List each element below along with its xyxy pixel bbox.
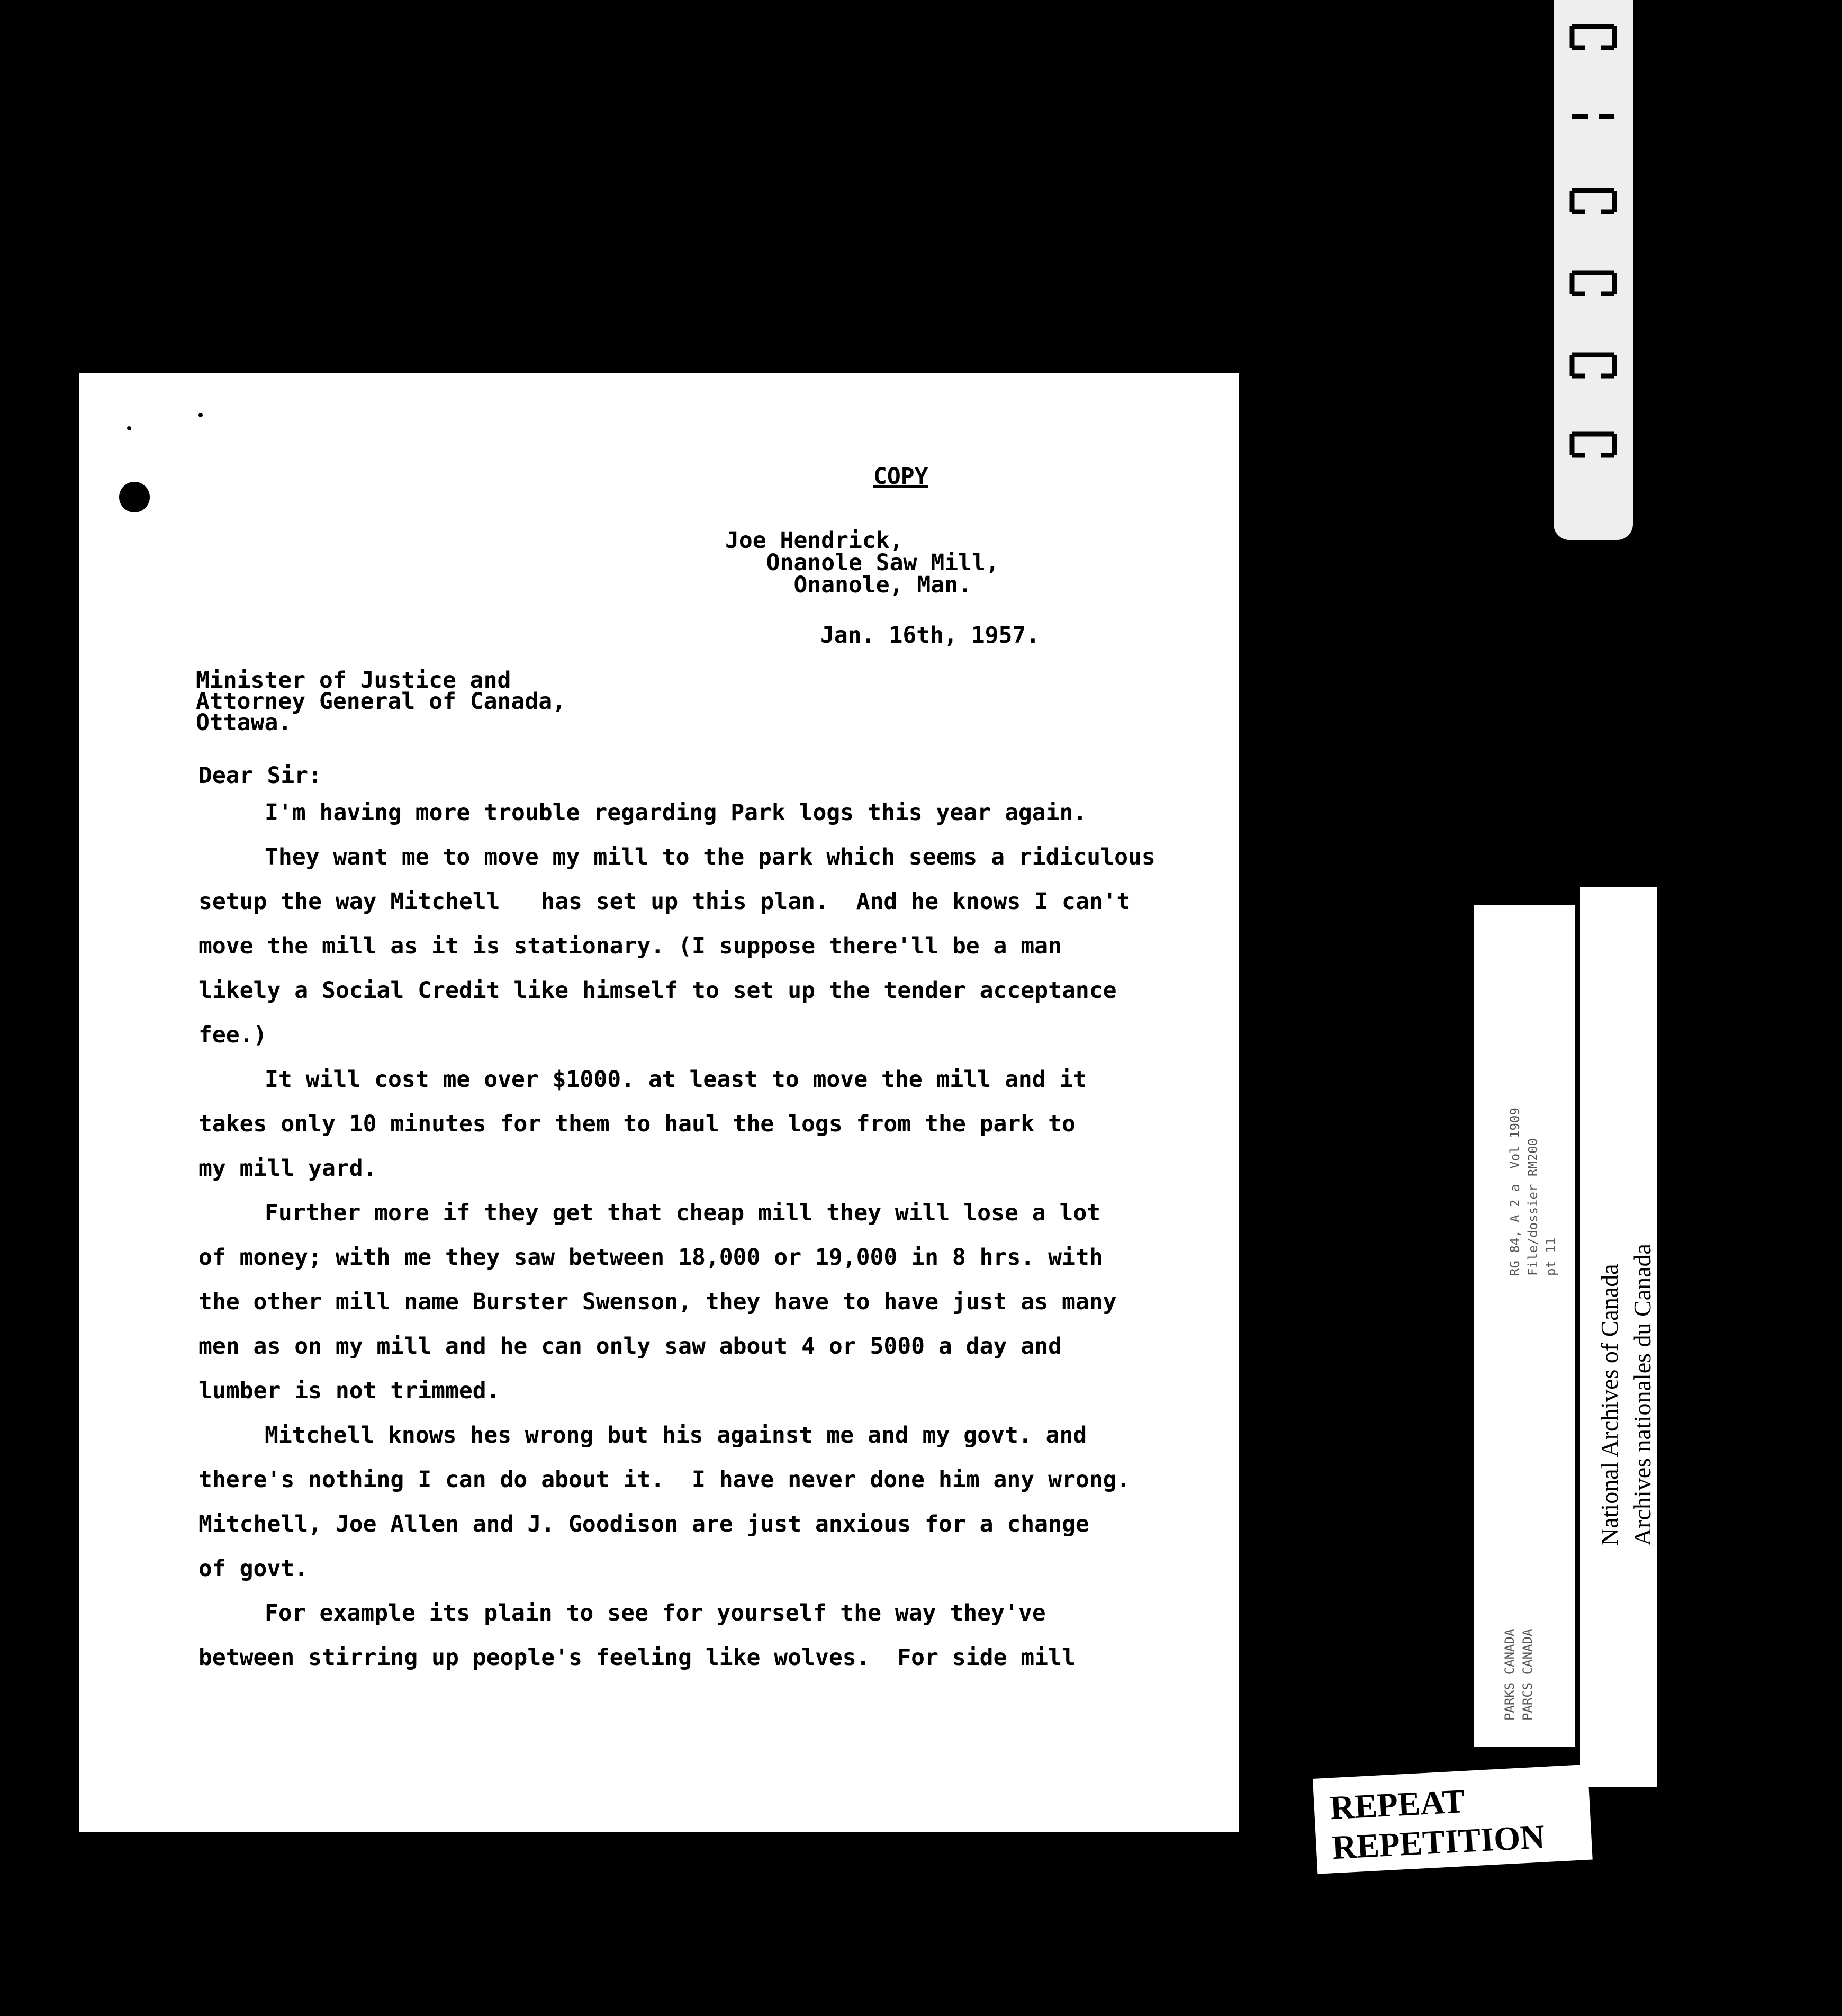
frame-marker-glyph <box>1567 349 1620 381</box>
salutation: Dear Sir: <box>198 762 322 789</box>
recipient-line: Minister of Justice and <box>196 667 511 694</box>
frame-marker-glyph <box>1567 267 1620 299</box>
punch-hole <box>119 482 150 512</box>
repeat-stamp <box>1313 1765 1593 1874</box>
letter-line: takes only 10 minutes for them to haul the logs from the park to <box>198 1111 1076 1137</box>
sender-line: Onanole, Man. <box>725 572 972 598</box>
sender-line: Joe Hendrick, <box>725 527 904 554</box>
letter-line: between stirring up people's feeling like wolves. For side mill <box>198 1644 1076 1671</box>
letter-line: They want me to move my mill to the park which seems a ridiculous <box>265 844 1155 870</box>
letter-line: there's nothing I can do about it. I have never done him any wrong. <box>198 1466 1131 1493</box>
letter-date: Jan. 16th, 1957. <box>820 622 1040 649</box>
letter-line: my mill yard. <box>198 1155 377 1182</box>
letter-line: For example its plain to see for yourself the way they've <box>265 1600 1046 1626</box>
paper-speck <box>198 413 203 417</box>
recipient-address <box>196 667 566 736</box>
letter-line: Mitchell, Joe Allen and J. Goodison are just anxious for a change <box>198 1511 1089 1537</box>
reference-line: RG 84, A 2 a Vol 1909 <box>1507 1108 1522 1276</box>
letter-line: lumber is not trimmed. <box>198 1378 500 1404</box>
frame-marker-glyph <box>1567 429 1620 461</box>
repeat-stamp-line: REPEAT <box>1329 1782 1466 1827</box>
sender-address <box>725 529 999 596</box>
letter-line: Mitchell knows hes wrong but his against me and my govt. and <box>265 1422 1087 1448</box>
reference-line: pt 11 <box>1543 1237 1558 1276</box>
letter-line: Further more if they get that cheap mill they will lose a lot <box>265 1200 1101 1226</box>
recipient-line: Ottawa. <box>196 709 292 736</box>
letter-line: the other mill name Burster Swenson, they have to have just as many <box>198 1289 1117 1315</box>
letter-line: of govt. <box>198 1555 309 1582</box>
letter-line: fee.) <box>198 1022 267 1048</box>
letter-line: move the mill as it is stationary. (I suppose there'll be a man <box>198 933 1062 959</box>
letter-line: setup the way Mitchell has set up this plan. And he knows I can't <box>198 888 1131 915</box>
label-line: PARKS CANADA <box>1502 1628 1517 1721</box>
film-frame-marker-strip <box>1554 0 1633 540</box>
letter-line: It will cost me over $1000. at least to move the mill and it <box>265 1066 1087 1093</box>
letter-line: likely a Social Credit like himself to set up the tender acceptance <box>198 977 1117 1004</box>
frame-marker-glyph <box>1567 21 1620 53</box>
letter-line: men as on my mill and he can only saw about 4 or 5000 a day and <box>198 1333 1062 1360</box>
archive-name-en: National Archives of Canada <box>1596 1264 1623 1546</box>
letter-line: I'm having more trouble regarding Park logs this year again. <box>265 799 1087 826</box>
repeat-stamp-line: REPETITION <box>1331 1817 1546 1867</box>
sender-line: Onanole Saw Mill, <box>725 550 999 576</box>
frame-marker-glyph <box>1567 101 1620 132</box>
copy-heading: COPY <box>873 463 928 490</box>
paper-speck <box>127 426 131 430</box>
archive-reference-label <box>1474 905 1575 1747</box>
national-archives-strip <box>1580 887 1657 1787</box>
label-line: PARCS CANADA <box>1520 1628 1535 1721</box>
recipient-line: Attorney General of Canada, <box>196 688 566 715</box>
archive-name-fr: Archives nationales du Canada <box>1629 1244 1656 1546</box>
letter-line: of money; with me they saw between 18,000 or 19,000 in 8 hrs. with <box>198 1244 1103 1271</box>
reference-line: File/dossier RM200 <box>1525 1138 1540 1276</box>
frame-marker-glyph <box>1567 185 1620 217</box>
